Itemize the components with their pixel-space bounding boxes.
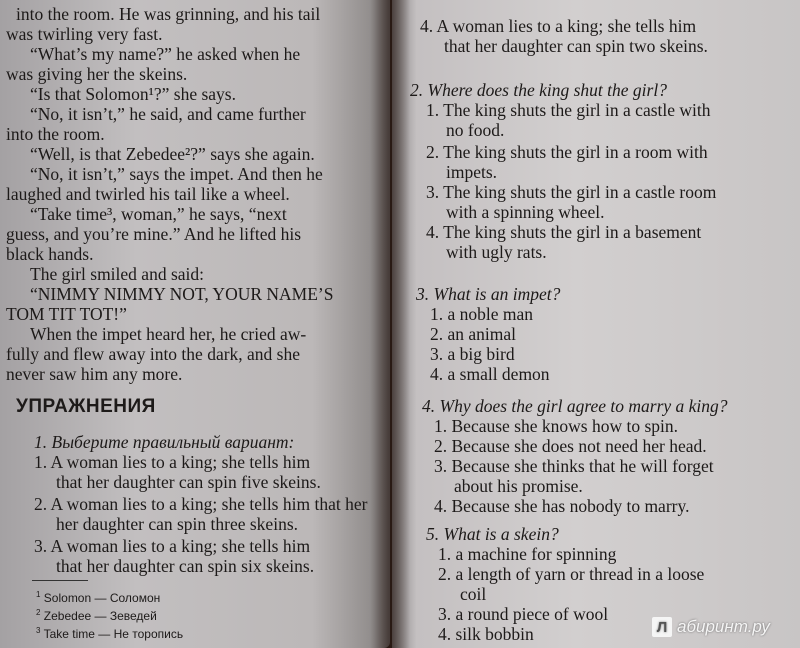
question-title: 3. What is an impet? xyxy=(416,284,561,304)
story-line: TOM TIT TOT!” xyxy=(6,304,127,324)
story-line: fully and flew away into the dark, and she xyxy=(6,344,301,364)
answer-option-cont: that her daughter can spin two skeins. xyxy=(444,36,708,56)
story-line: guess, and you’re mine.” And he lifted his xyxy=(6,224,302,244)
watermark-logo xyxy=(652,614,792,640)
answer-option-cont: impets. xyxy=(446,162,498,182)
watermark-text: абиринт.ру xyxy=(677,617,770,636)
story-line: was giving her the skeins. xyxy=(6,64,188,84)
footnote xyxy=(36,608,157,623)
answer-option: 4. silk bobbin xyxy=(438,624,534,644)
question-title: 2. Where does the king shut the girl? xyxy=(410,80,667,100)
answer-option: 4. Because she has nobody to marry. xyxy=(434,496,690,516)
footnote-text: Solomon — Соломон xyxy=(43,591,161,605)
answer-option: 3. Because she thinks that he will forget xyxy=(434,456,714,476)
answer-option: 2. Because she does not need her head. xyxy=(434,436,707,456)
answer-option-cont: about his promise. xyxy=(454,476,583,496)
answer-option-cont: with ugly rats. xyxy=(446,242,547,262)
answer-option-cont: that her daughter can spin five skeins. xyxy=(56,472,321,492)
story-line: was twirling very fast. xyxy=(6,24,163,44)
footnote-number: 2 xyxy=(36,608,41,617)
story-line: never saw him any more. xyxy=(6,364,183,384)
answer-option-cont: coil xyxy=(460,584,487,604)
footnote xyxy=(36,626,183,641)
answer-option: 1. A woman lies to a king; she tells him xyxy=(34,452,311,472)
question-title: 4. Why does the girl agree to marry a king? xyxy=(422,396,728,416)
footnote-text: Zebedee — Зеведей xyxy=(43,609,157,623)
answer-option-cont: with a spinning wheel. xyxy=(446,202,605,222)
answer-option: 4. A woman lies to a king; she tells him xyxy=(420,16,697,36)
left-page xyxy=(0,0,390,648)
answer-option-cont: that her daughter can spin six skeins. xyxy=(56,556,315,576)
answer-option: 1. Because she knows how to spin. xyxy=(434,416,679,436)
story-line: into the room. xyxy=(6,124,105,144)
story-line: “NIMMY NIMMY NOT, YOUR NAME’S xyxy=(30,284,334,304)
answer-option: 4. The king shuts the girl in a basement xyxy=(426,222,702,242)
answer-option-cont: her daughter can spin three skeins. xyxy=(56,514,299,534)
story-line: “What’s my name?” he asked when he xyxy=(30,44,301,64)
exercises-heading: УПРАЖНЕНИЯ xyxy=(16,396,156,417)
story-line: “Take time³, woman,” he says, “next xyxy=(30,204,287,224)
story-line: “No, it isn’t,” he said, and came further xyxy=(30,104,306,124)
story-line: The girl smiled and said: xyxy=(30,264,204,284)
story-line: “Is that Solomon¹?” she says. xyxy=(30,84,236,104)
footnote-rule xyxy=(32,580,88,581)
story-line: laughed and twirled his tail like a wheel. xyxy=(6,184,290,204)
answer-option: 3. a round piece of wool xyxy=(438,604,609,624)
answer-option: 4. a small demon xyxy=(430,364,550,384)
story-line: When the impet heard her, he cried aw- xyxy=(30,324,307,344)
footnote xyxy=(36,590,160,605)
book-gutter xyxy=(370,0,410,648)
footnote-number: 1 xyxy=(36,590,41,599)
answer-option: 3. The king shuts the girl in a castle room xyxy=(426,182,717,202)
labirint-logo-icon: Л xyxy=(652,617,672,637)
answer-option: 3. A woman lies to a king; she tells him xyxy=(34,536,311,556)
answer-option: 2. an animal xyxy=(430,324,517,344)
right-page xyxy=(392,0,800,648)
answer-option: 2. The king shuts the girl in a room with xyxy=(426,142,708,162)
exercise-title: 1. Выберите правильный вариант: xyxy=(34,432,295,452)
footnote-number: 3 xyxy=(36,626,41,635)
answer-option-cont: no food. xyxy=(446,120,505,140)
answer-option: 2. A woman lies to a king; she tells him that her xyxy=(34,494,368,514)
answer-option: 1. The king shuts the girl in a castle with xyxy=(426,100,711,120)
story-line: “No, it isn’t,” says the impet. And then he xyxy=(30,164,323,184)
answer-option: 3. a big bird xyxy=(430,344,515,364)
answer-option: 1. a machine for spinning xyxy=(438,544,617,564)
question-title: 5. What is a skein? xyxy=(426,524,559,544)
footnote-text: Take time — Не торопись xyxy=(43,627,184,641)
story-line: “Well, is that Zebedee²?” says she again. xyxy=(30,144,315,164)
story-line: black hands. xyxy=(6,244,94,264)
story-line: into the room. He was grinning, and his tail xyxy=(16,4,321,24)
answer-option: 2. a length of yarn or thread in a loose xyxy=(438,564,705,584)
answer-option: 1. a noble man xyxy=(430,304,534,324)
